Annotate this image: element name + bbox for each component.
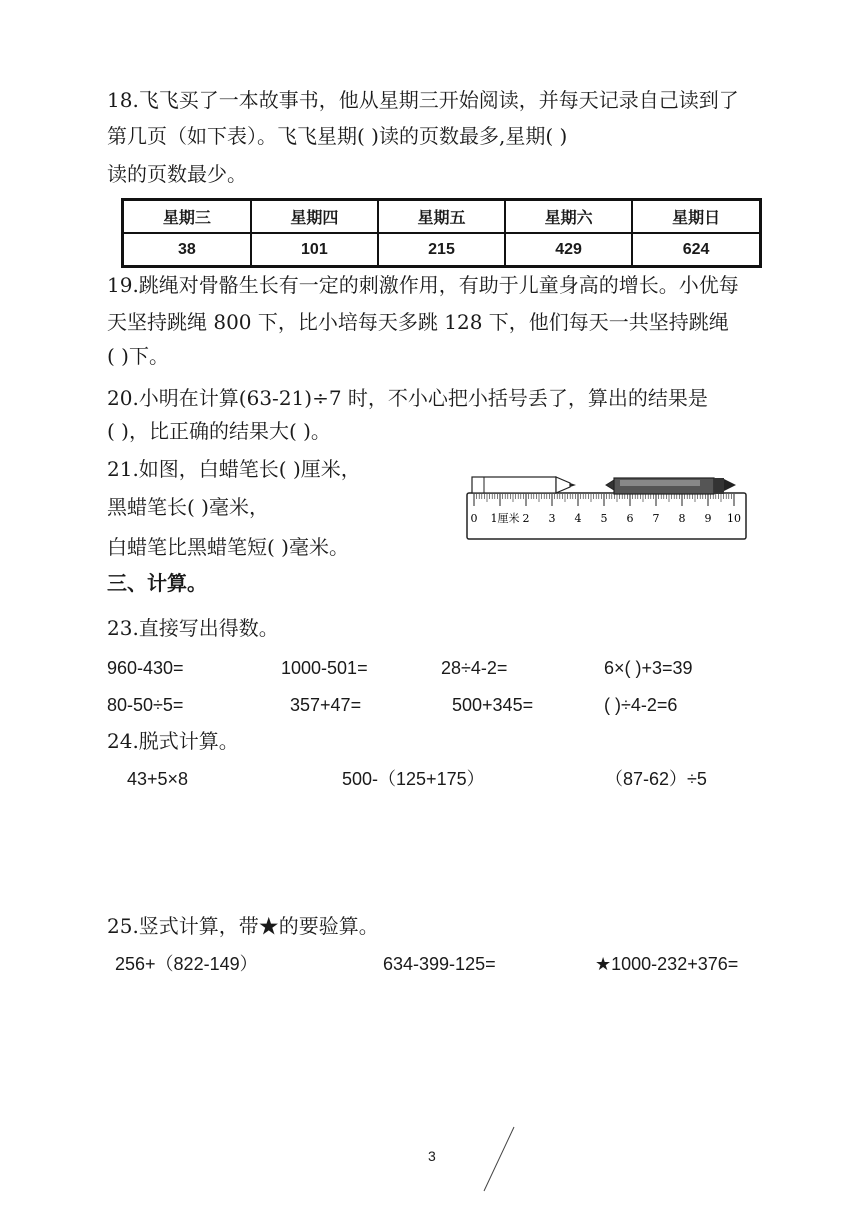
q21-line1: 21.如图，白蜡笔长( )厘米，: [107, 457, 361, 481]
table-value-cell: 215: [378, 233, 505, 267]
q23-item: ( )÷4-2=6: [604, 695, 678, 715]
q21-line3: 白蜡笔比黑蜡笔短( )毫米。: [107, 535, 349, 559]
page-number: 3: [428, 1148, 436, 1164]
ruler-labels: [471, 511, 742, 525]
q20-line2: ( )，比正确的结果大( )。: [107, 419, 331, 443]
table-value-cell: 624: [632, 233, 760, 267]
q23-item: 6×( )+3=39: [604, 658, 693, 678]
q23-item: 960-430=: [107, 658, 184, 678]
white-crayon: [472, 477, 576, 493]
q19-line1: 19.跳绳对骨骼生长有一定的刺激作用，有助于儿童身高的增长。小优每: [107, 273, 739, 297]
ruler-label: 5: [600, 512, 608, 525]
q23-item: 357+47=: [290, 695, 362, 715]
q18-line3: 读的页数最少。: [107, 162, 247, 186]
ruler-label: 10: [727, 512, 741, 525]
table-value-cell: 429: [505, 233, 632, 267]
q23-item: 80-50÷5=: [107, 695, 184, 715]
q21-line2: 黑蜡笔长( )毫米，: [107, 495, 269, 519]
ruler-label: 2: [522, 512, 530, 525]
q18-line2: 第几页（如下表）。飞飞星期( )读的页数最多,星期( ): [107, 124, 568, 148]
table-value-row: [123, 233, 761, 267]
table-header-cell: 星期三: [123, 200, 251, 234]
table-header-cell: 星期五: [378, 200, 505, 234]
ruler-label: 0: [470, 512, 478, 525]
q25-item: 256+（822-149）: [115, 954, 258, 974]
q24-item: 43+5×8: [127, 769, 189, 789]
q23-item: 1000-501=: [281, 658, 368, 678]
table-header-row: [123, 200, 761, 234]
ruler-label: 6: [626, 512, 634, 525]
table-value-cell: 38: [123, 233, 251, 267]
q23-title: 23.直接写出得数。: [107, 616, 279, 640]
q25-title: 25.竖式计算，带★的要验算。: [107, 914, 379, 938]
q23-item: 500+345=: [452, 695, 534, 715]
black-crayon: [606, 478, 736, 494]
q25-item: 634-399-125=: [383, 954, 496, 974]
ruler-label: 8: [678, 512, 686, 525]
q24-item: （87-62）÷5: [605, 769, 707, 789]
ruler-label: 1厘米: [490, 512, 520, 525]
q19-line2: 天坚持跳绳 800 下，比小培每天多跳 128 下，他们每天一共坚持跳绳: [107, 310, 729, 334]
table-value-cell: 101: [251, 233, 378, 267]
table-header-cell: 星期日: [632, 200, 760, 234]
pen-stroke-mark: [480, 1125, 520, 1195]
section-title: 三、计算。: [107, 571, 207, 595]
pages-table: [121, 198, 762, 268]
table-header-cell: 星期六: [505, 200, 632, 234]
ruler-label: 7: [652, 512, 660, 525]
q24-item: 500-（125+175）: [342, 769, 485, 789]
table-header-cell: 星期四: [251, 200, 378, 234]
q23-item: 28÷4-2=: [441, 658, 508, 678]
q24-title: 24.脱式计算。: [107, 729, 239, 753]
ruler-label: 4: [574, 512, 582, 525]
ruler-label: 3: [548, 512, 556, 525]
ruler-ticks: [474, 494, 734, 506]
q18-line1: 18.飞飞买了一本故事书，他从星期三开始阅读，并每天记录自己读到了: [107, 88, 739, 112]
q25-item: ★1000-232+376=: [595, 954, 739, 974]
ruler-figure: [466, 469, 747, 540]
ruler-label: 9: [704, 512, 712, 525]
q20-line1: 20.小明在计算(63-21)÷7 时，不小心把小括号丢了，算出的结果是: [107, 386, 708, 410]
q19-line3: ( )下。: [107, 344, 169, 368]
